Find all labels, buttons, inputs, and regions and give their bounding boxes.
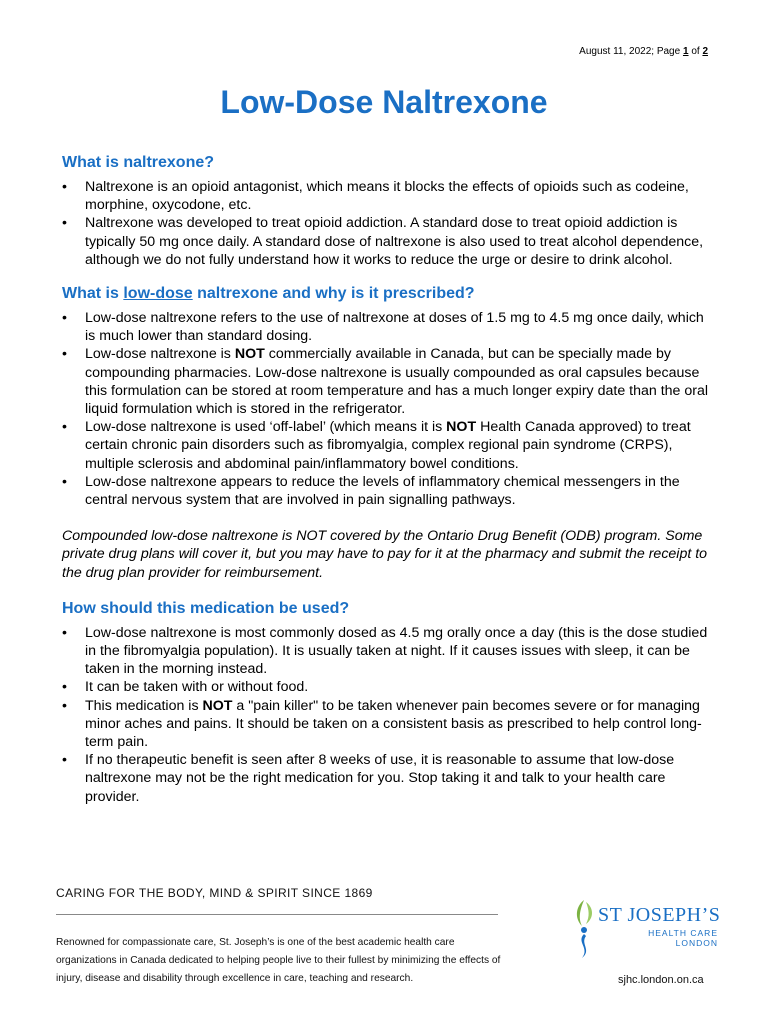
footer-tagline: CARING FOR THE BODY, MIND & SPIRIT SINCE 1869 (56, 886, 373, 900)
bullet-icon: • (62, 310, 67, 327)
bullet-icon: • (62, 215, 67, 232)
page-current: 1 (682, 46, 689, 57)
list-item: • Naltrexone was developed to treat opioid addiction. A standard dose to treat opioid addiction is typically 50 mg once daily. A standard dose of naltrexone is also used to treat alcohol dependence, although we do not fully understand how it works to reduce the urge or desire to drink alcohol. (62, 215, 704, 268)
list-item: • Low-dose naltrexone is used ‘off-label’ (which means it is NOT Health Canada approved) to treat certain chronic pain disorders such as fibromyalgia, complex regional pain syndrome (CRPS), multiple sclerosis and abdominal pain/inflammatory bowel conditions. (62, 419, 691, 472)
footer-divider (56, 914, 498, 915)
website-url: sjhc.london.on.ca (618, 974, 704, 986)
list-item: • Low-dose naltrexone appears to reduce the levels of inflammatory chemical messengers in the central nervous system that are involved in pain signalling pathways. (62, 473, 680, 509)
date-text: August 11, 2022; Page (579, 46, 681, 57)
logo-subtitle: HEALTH CARE LONDON (648, 928, 718, 948)
section-heading-how: How should this medication be used? (62, 599, 350, 617)
section-heading-why: What is low-dose naltrexone and why is it prescribed? (62, 285, 475, 303)
logo-name: ST JOSEPH’S (598, 904, 721, 926)
coverage-note: Compounded low-dose naltrexone is NOT covered by the Ontario Drug Benefit (ODB) program. Some private drug plans will cover it, but you may have to pay for it at the pharmacy and submit the receipt to the drug plan provider for reimbursement. (62, 528, 708, 581)
list-item: • If no therapeutic benefit is seen after 8 weeks of use, it is reasonable to assume that low-dose naltrexone may not be the right medication for you. Stop taking it and talk to your health care provider. (62, 752, 675, 805)
section-why (62, 285, 712, 509)
bullet-icon: • (62, 419, 67, 436)
bullet-icon: • (62, 346, 67, 363)
bullet-icon: • (62, 679, 67, 696)
bullet-icon: • (62, 752, 67, 769)
list-item: • Naltrexone is an opioid antagonist, which means it blocks the effects of opioids such as codeine, morphine, oxycodone, etc. (62, 179, 689, 214)
bullet-icon: • (62, 697, 67, 714)
list-item: • This medication is NOT a "pain killer" to be taken whenever pain becomes severe or for managing minor aches and pains. It should be taken on a consistent basis as prescribed to help control long-term pain. (62, 697, 702, 751)
bullet-list (62, 624, 712, 806)
bullet-icon: • (62, 473, 67, 490)
bullet-icon: • (62, 624, 67, 641)
page-total: 2 (702, 46, 708, 57)
page-date-line (579, 46, 708, 57)
bullet-list (62, 309, 712, 509)
document-body (62, 154, 712, 806)
bullet-list (62, 178, 712, 269)
st-josephs-logo (570, 896, 720, 966)
section-what-is (62, 154, 712, 269)
list-item: • It can be taken with or without food. (62, 679, 309, 696)
bullet-icon: • (62, 179, 67, 195)
footer-description: Renowned for compassionate care, St. Joseph’s is one of the best academic health care organizations in Canada dedicated to helping people live to their fullest by minimizing the effects of injury, disease and disability through excellence in care, teaching and research. (56, 937, 501, 984)
section-heading-what-is: What is naltrexone? (62, 154, 215, 171)
page-of: of (691, 46, 700, 57)
list-item: • Low-dose naltrexone is NOT commercially available in Canada, but can be specially made by compounding pharmacies. Low-dose naltrexone is usually compounded as oral capsules because this formulation can be stored at room temperature and has a much longer expiry date than the oral liquid formulation which is stored in the refrigerator. (62, 346, 709, 418)
leaf-figure-icon (570, 896, 600, 966)
list-item: • Low-dose naltrexone is most commonly dosed as 4.5 mg orally once a day (this is the dose studied in the fibromyalgia population). It is usually taken at night. If it causes issues with sleep, it can be taken in the morning instead. (62, 624, 708, 678)
list-item: • Low-dose naltrexone refers to the use of naltrexone at doses of 1.5 mg to 4.5 mg once daily, which is much lower than standard dosing. (62, 310, 704, 345)
section-how (62, 600, 712, 806)
document-title: Low-Dose Naltrexone (220, 84, 548, 120)
